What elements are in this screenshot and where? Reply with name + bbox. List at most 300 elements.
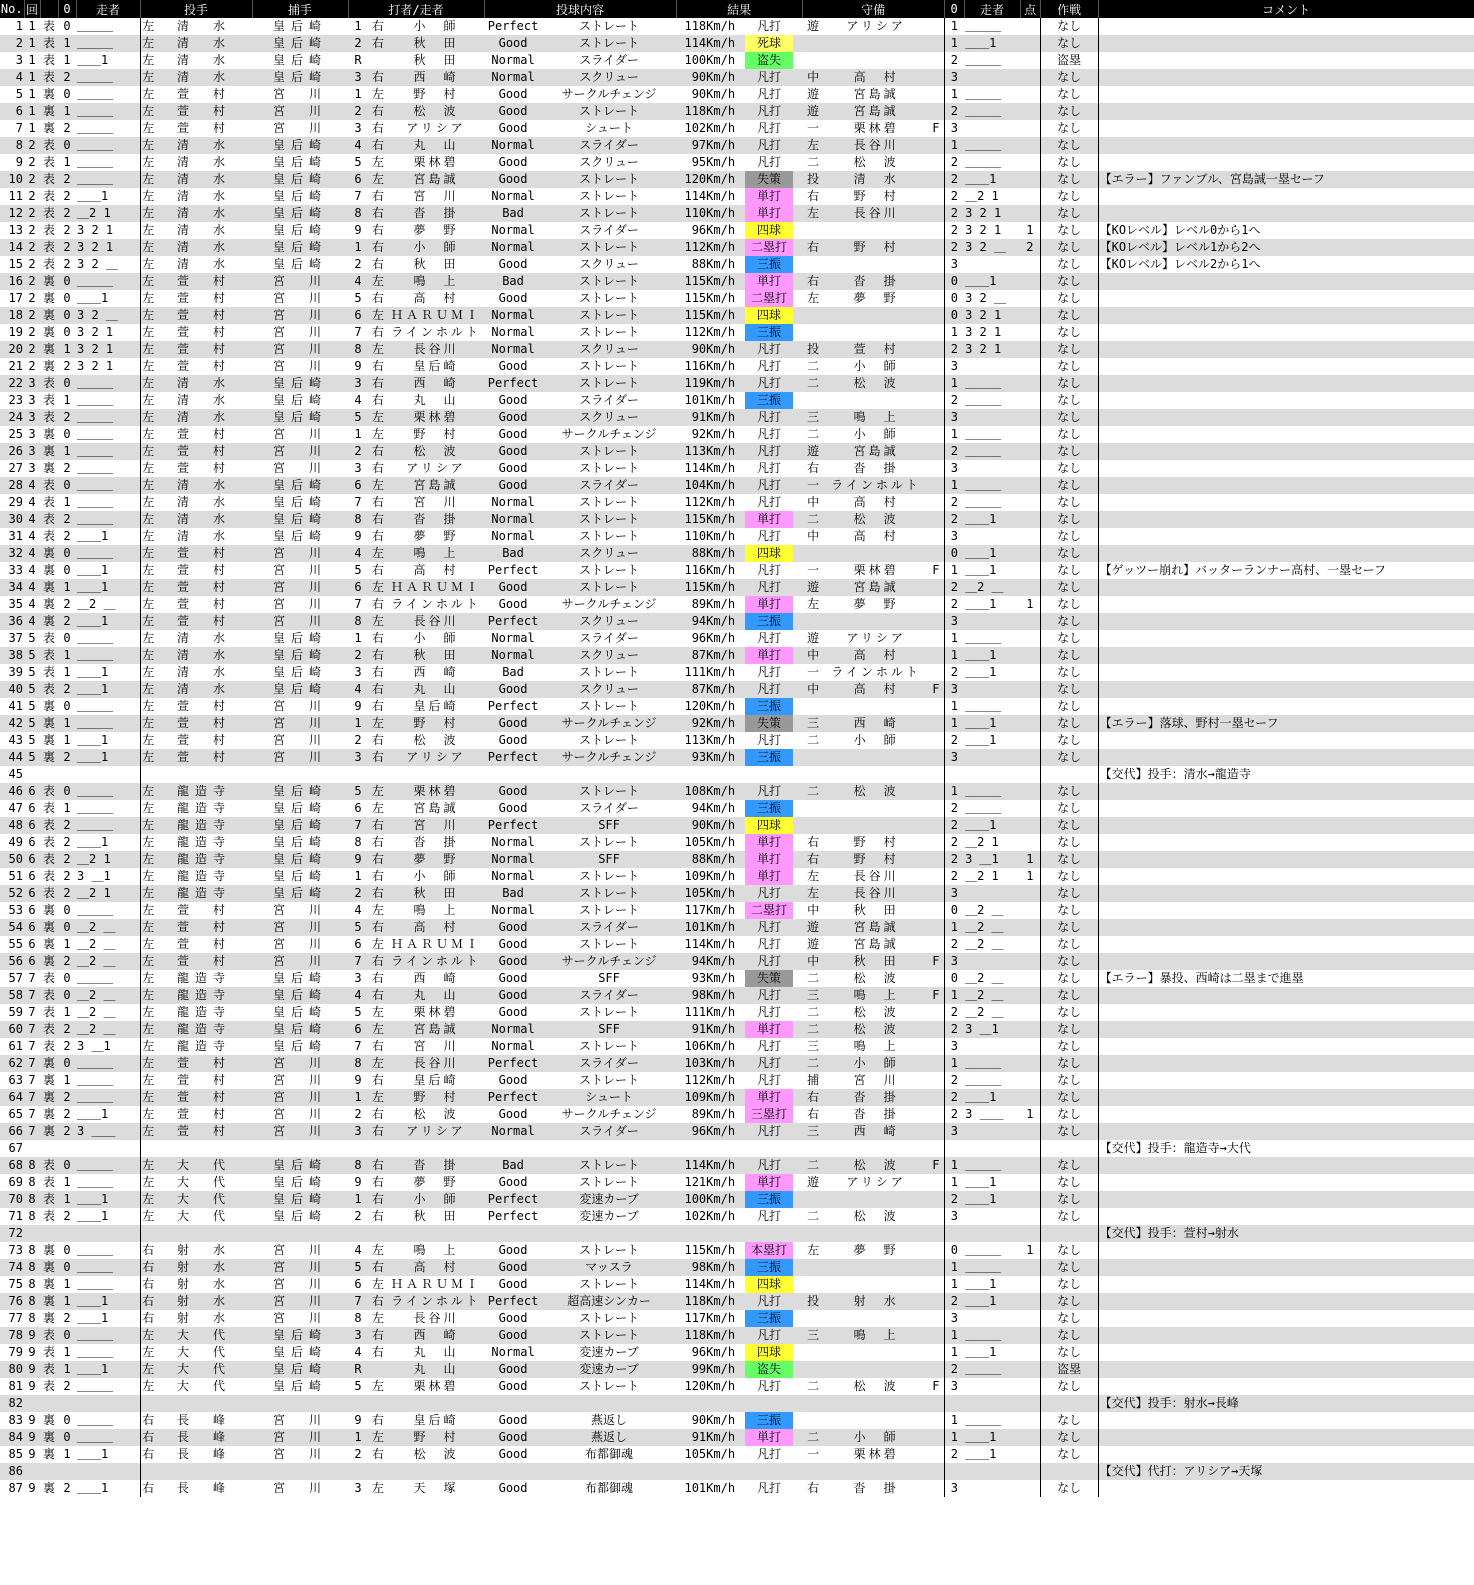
cell-order: 5 <box>348 1259 368 1276</box>
cell-def-pos: 遊 <box>802 86 824 103</box>
cell-hand: 右 <box>140 1293 156 1310</box>
cell-pitch: シュート <box>542 1089 676 1106</box>
cell-runs <box>1020 766 1040 783</box>
cell-hand: 左 <box>140 987 156 1004</box>
cell-order: 6 <box>348 579 368 596</box>
cell-pitcher: 龍造寺 <box>156 885 252 902</box>
result-badge: 三振 <box>745 613 793 630</box>
cell-pitch: ストレート <box>542 1157 676 1174</box>
cell-speed: 119Km/h <box>676 375 736 392</box>
cell-comment <box>1098 358 1474 375</box>
cell-result <box>736 103 802 120</box>
cell-hand: 左 <box>140 1361 156 1378</box>
cell-half: 表 <box>40 154 58 171</box>
cell-fielder: 射 水 <box>824 1293 928 1310</box>
cell-inning: 1 <box>24 18 40 35</box>
cell-comment <box>1098 1242 1474 1259</box>
cell-speed: 101Km/h <box>676 392 736 409</box>
cell-order: 2 <box>348 443 368 460</box>
cell-outs: 0 <box>58 137 76 154</box>
cell-batter: 小 師 <box>388 239 484 256</box>
cell-half: 表 <box>40 1191 58 1208</box>
cell-strategy: なし <box>1040 919 1098 936</box>
cell-half: 表 <box>40 392 58 409</box>
cell-outs-after: 2 <box>944 341 964 358</box>
cell-pitcher: 射 水 <box>156 1310 252 1327</box>
cell-hand: 左 <box>140 426 156 443</box>
cell-half: 表 <box>40 1378 58 1395</box>
cell-speed: 110Km/h <box>676 205 736 222</box>
cell-outs: 2 <box>58 120 76 137</box>
cell-bat-hand: 右 <box>368 647 388 664</box>
cell-inning: 4 <box>24 511 40 528</box>
cell-fielder: 野 村 <box>824 851 928 868</box>
cell-runs <box>1020 715 1040 732</box>
cell-runners-after: ＿＿1 <box>964 1191 1020 1208</box>
cell-speed: 112Km/h <box>676 239 736 256</box>
cell-outs-after: 1 <box>944 1259 964 1276</box>
cell-comment: 【エラー】落球、野村一塁セーフ <box>1098 715 1474 732</box>
cell-speed: 90Km/h <box>676 86 736 103</box>
cell-result <box>736 256 802 273</box>
cell-runners-after: ＿＿＿ <box>964 494 1020 511</box>
table-row <box>0 511 1474 528</box>
cell-runs <box>1020 409 1040 426</box>
cell-outs-after: 3 <box>944 1208 964 1225</box>
cell-quality: Normal <box>484 239 542 256</box>
cell-outs: 2 <box>58 239 76 256</box>
cell-runners: ＿＿＿ <box>76 1276 140 1293</box>
cell-inning: 9 <box>24 1429 40 1446</box>
result-badge: 単打 <box>745 273 793 290</box>
cell-hand: 左 <box>140 443 156 460</box>
cell-pitcher: 射 水 <box>156 1259 252 1276</box>
cell-speed: 115Km/h <box>676 307 736 324</box>
cell-pitch: ストレート <box>542 18 676 35</box>
table-row <box>0 273 1474 290</box>
cell-outs: 2 <box>58 1480 76 1497</box>
cell-pitcher: 清 水 <box>156 154 252 171</box>
cell-batter <box>388 1463 484 1480</box>
table-row <box>0 953 1474 970</box>
cell-catcher: 宮 川 <box>252 1293 348 1310</box>
cell-half <box>40 1140 58 1157</box>
table-row <box>0 664 1474 681</box>
cell-catcher: 宮 川 <box>252 1429 348 1446</box>
cell-pitcher: 萱 村 <box>156 426 252 443</box>
cell-runners-after: ＿＿1 <box>964 1446 1020 1463</box>
cell-fielder <box>824 749 928 766</box>
result-badge: 凡打 <box>757 495 782 509</box>
cell-runs <box>1020 1361 1040 1378</box>
cell-comment <box>1098 443 1474 460</box>
cell-catcher: 宮 川 <box>252 1480 348 1497</box>
cell-runners: ＿＿＿ <box>76 171 140 188</box>
cell-speed: 87Km/h <box>676 681 736 698</box>
cell-result <box>736 1021 802 1038</box>
cell-bat-hand: 右 <box>368 1259 388 1276</box>
cell-order: 3 <box>348 749 368 766</box>
cell-outs: 2 <box>58 1089 76 1106</box>
cell-runs <box>1020 273 1040 290</box>
cell-bat-hand: 左 <box>368 902 388 919</box>
cell-inning: 5 <box>24 681 40 698</box>
cell-half: 表 <box>40 817 58 834</box>
result-badge: 三振 <box>745 800 793 817</box>
cell-runners-after: ＿＿1 <box>964 817 1020 834</box>
cell-outs: 1 <box>58 732 76 749</box>
cell-runs <box>1020 188 1040 205</box>
cell-batter: 西 崎 <box>388 375 484 392</box>
cell-pitch: スクリュー <box>542 154 676 171</box>
cell-batter: 西 崎 <box>388 1327 484 1344</box>
cell-batter: 丸 山 <box>388 987 484 1004</box>
cell-pitcher: 龍造寺 <box>156 970 252 987</box>
cell-order: 6 <box>348 171 368 188</box>
cell-batter: 夢 野 <box>388 528 484 545</box>
cell-hand: 左 <box>140 647 156 664</box>
cell-runs <box>1020 834 1040 851</box>
cell-catcher <box>252 1395 348 1412</box>
cell-half: 表 <box>40 52 58 69</box>
cell-quality: Perfect <box>484 1208 542 1225</box>
cell-strategy: なし <box>1040 1208 1098 1225</box>
cell-foul <box>928 1123 944 1140</box>
cell-quality: Good <box>484 1446 542 1463</box>
cell-foul <box>928 1344 944 1361</box>
cell-runs: 1 <box>1020 1106 1040 1123</box>
cell-pitch: 超高速シンカー <box>542 1293 676 1310</box>
cell-half: 表 <box>40 1038 58 1055</box>
cell-bat-hand: 左 <box>368 1310 388 1327</box>
cell-def-pos: 遊 <box>802 936 824 953</box>
cell-runners-after: 3 2 1 <box>964 205 1020 222</box>
table-row <box>0 834 1474 851</box>
table-row <box>0 698 1474 715</box>
cell-order: 8 <box>348 341 368 358</box>
cell-inning: 7 <box>24 1021 40 1038</box>
cell-pitch: ストレート <box>542 35 676 52</box>
cell-runs <box>1020 341 1040 358</box>
cell-foul <box>928 1480 944 1497</box>
cell-pitch: ストレート <box>542 1242 676 1259</box>
cell-speed: 116Km/h <box>676 562 736 579</box>
header-inning: 回 <box>24 0 40 18</box>
cell-outs-after: 1 <box>944 1344 964 1361</box>
cell-outs-after: 3 <box>944 528 964 545</box>
cell-runners-after <box>964 1463 1020 1480</box>
cell-catcher: 皇后崎 <box>252 222 348 239</box>
cell-quality: Normal <box>484 222 542 239</box>
cell-hand: 左 <box>140 800 156 817</box>
cell-fielder: 小 師 <box>824 1429 928 1446</box>
cell-half: 表 <box>40 1021 58 1038</box>
cell-hand: 左 <box>140 324 156 341</box>
cell-speed: 88Km/h <box>676 545 736 562</box>
cell-foul: F <box>928 1378 944 1395</box>
cell-quality: Good <box>484 1361 542 1378</box>
cell-runs <box>1020 1276 1040 1293</box>
cell-foul <box>928 103 944 120</box>
cell-hand: 左 <box>140 902 156 919</box>
table-row <box>0 868 1474 885</box>
cell-order: 7 <box>348 1038 368 1055</box>
cell-foul <box>928 477 944 494</box>
cell-strategy: なし <box>1040 987 1098 1004</box>
cell-outs: 2 <box>58 188 76 205</box>
cell-pitch: ストレート <box>542 494 676 511</box>
cell-strategy: なし <box>1040 392 1098 409</box>
cell-def-pos <box>802 800 824 817</box>
cell-fielder: 鳴 上 <box>824 409 928 426</box>
cell-inning: 7 <box>24 970 40 987</box>
cell-outs-after: 2 <box>944 443 964 460</box>
cell-pitch: ストレート <box>542 783 676 800</box>
cell-runners-after: 3 2 1 <box>964 307 1020 324</box>
cell-quality: Good <box>484 936 542 953</box>
cell-comment <box>1098 1429 1474 1446</box>
cell-catcher <box>252 1225 348 1242</box>
cell-hand: 右 <box>140 1480 156 1497</box>
cell-runners-after: ＿＿1 <box>964 545 1020 562</box>
cell-order: 9 <box>348 851 368 868</box>
cell-hand: 左 <box>140 919 156 936</box>
cell-outs: 2 <box>58 834 76 851</box>
cell-outs-after <box>944 1395 964 1412</box>
cell-outs-after: 1 <box>944 1276 964 1293</box>
cell-bat-hand: 右 <box>368 562 388 579</box>
cell-pitcher: 萱 村 <box>156 307 252 324</box>
cell-order: 4 <box>348 681 368 698</box>
cell-no: 54 <box>0 919 24 936</box>
cell-order: 2 <box>348 1208 368 1225</box>
cell-runners-after: ＿＿1 <box>964 1276 1020 1293</box>
cell-outs-after <box>944 766 964 783</box>
cell-outs-after: 1 <box>944 783 964 800</box>
cell-speed: 115Km/h <box>676 511 736 528</box>
cell-pitcher: 龍造寺 <box>156 1004 252 1021</box>
cell-quality: Good <box>484 919 542 936</box>
table-row <box>0 1327 1474 1344</box>
cell-outs: 1 <box>58 154 76 171</box>
cell-half: 裏 <box>40 120 58 137</box>
cell-result <box>736 1463 802 1480</box>
cell-pitcher: 萱 村 <box>156 1106 252 1123</box>
cell-def-pos <box>802 766 824 783</box>
cell-comment <box>1098 137 1474 154</box>
cell-batter: 丸 山 <box>388 392 484 409</box>
table-row <box>0 477 1474 494</box>
table-row <box>0 562 1474 579</box>
cell-comment <box>1098 120 1474 137</box>
table-row <box>0 902 1474 919</box>
cell-pitch: スライダー <box>542 1055 676 1072</box>
cell-catcher: 宮 川 <box>252 1259 348 1276</box>
cell-pitcher: 萱 村 <box>156 562 252 579</box>
cell-batter: 秋 田 <box>388 256 484 273</box>
cell-speed: 93Km/h <box>676 749 736 766</box>
cell-runners: ＿＿1 <box>76 188 140 205</box>
cell-runs <box>1020 630 1040 647</box>
cell-foul <box>928 511 944 528</box>
table-row <box>0 596 1474 613</box>
cell-runners: 3 2 1 <box>76 239 140 256</box>
cell-bat-hand: 右 <box>368 817 388 834</box>
cell-bat-hand <box>368 1463 388 1480</box>
table-row <box>0 1055 1474 1072</box>
cell-inning: 3 <box>24 375 40 392</box>
cell-no: 2 <box>0 35 24 52</box>
cell-outs-after: 2 <box>944 392 964 409</box>
table-row <box>0 783 1474 800</box>
cell-hand: 左 <box>140 528 156 545</box>
cell-runners: ＿2 1 <box>76 205 140 222</box>
cell-pitcher: 萱 村 <box>156 698 252 715</box>
table-row <box>0 341 1474 358</box>
cell-pitcher: 清 水 <box>156 664 252 681</box>
cell-no: 59 <box>0 1004 24 1021</box>
cell-result <box>736 392 802 409</box>
cell-quality: Good <box>484 1429 542 1446</box>
cell-outs: 2 <box>58 613 76 630</box>
cell-catcher: 皇后崎 <box>252 511 348 528</box>
cell-speed: 96Km/h <box>676 1344 736 1361</box>
cell-hand: 左 <box>140 1038 156 1055</box>
cell-catcher: 宮 川 <box>252 1055 348 1072</box>
cell-result <box>736 1174 802 1191</box>
cell-runners: ＿＿＿ <box>76 1089 140 1106</box>
cell-fielder <box>824 545 928 562</box>
cell-foul <box>928 1055 944 1072</box>
cell-runners: ＿＿＿ <box>76 1072 140 1089</box>
cell-result <box>736 35 802 52</box>
cell-foul <box>928 630 944 647</box>
cell-def-pos: 左 <box>802 596 824 613</box>
cell-half: 表 <box>40 1208 58 1225</box>
cell-pitch: スクリュー <box>542 647 676 664</box>
cell-inning: 5 <box>24 647 40 664</box>
cell-runners-after: ＿＿1 <box>964 732 1020 749</box>
cell-catcher: 皇后崎 <box>252 987 348 1004</box>
cell-foul <box>928 664 944 681</box>
cell-runners-after: ＿＿1 <box>964 171 1020 188</box>
cell-batter: 宮島誠 <box>388 800 484 817</box>
cell-batter: ラインホルト <box>388 953 484 970</box>
cell-outs-after: 1 <box>944 86 964 103</box>
cell-pitch <box>542 1140 676 1157</box>
cell-inning: 8 <box>24 1242 40 1259</box>
cell-no: 19 <box>0 324 24 341</box>
table-row <box>0 732 1474 749</box>
cell-quality: Normal <box>484 511 542 528</box>
result-badge: 失策 <box>745 970 793 987</box>
cell-catcher <box>252 1140 348 1157</box>
cell-comment <box>1098 698 1474 715</box>
cell-foul <box>928 273 944 290</box>
cell-pitch: スライダー <box>542 630 676 647</box>
cell-pitch: ストレート <box>542 1276 676 1293</box>
cell-def-pos: 投 <box>802 171 824 188</box>
cell-batter: 秋 田 <box>388 647 484 664</box>
cell-runs: 2 <box>1020 239 1040 256</box>
cell-no: 33 <box>0 562 24 579</box>
cell-bat-hand: 左 <box>368 409 388 426</box>
cell-foul <box>928 851 944 868</box>
cell-outs-after: 3 <box>944 749 964 766</box>
cell-outs <box>58 766 76 783</box>
cell-comment <box>1098 596 1474 613</box>
cell-def-pos: 二 <box>802 732 824 749</box>
cell-strategy: なし <box>1040 1344 1098 1361</box>
cell-order: 6 <box>348 1021 368 1038</box>
cell-result <box>736 834 802 851</box>
cell-def-pos: 投 <box>802 1293 824 1310</box>
cell-quality: Good <box>484 1106 542 1123</box>
cell-speed: 112Km/h <box>676 324 736 341</box>
cell-no: 83 <box>0 1412 24 1429</box>
cell-foul <box>928 613 944 630</box>
cell-bat-hand: 右 <box>368 987 388 1004</box>
cell-outs-after: 2 <box>944 1072 964 1089</box>
cell-no: 26 <box>0 443 24 460</box>
cell-fielder <box>824 324 928 341</box>
cell-half: 裏 <box>40 749 58 766</box>
cell-strategy: 盗塁 <box>1040 52 1098 69</box>
cell-result <box>736 1140 802 1157</box>
cell-pitcher: 萱 村 <box>156 749 252 766</box>
cell-batter: 秋 田 <box>388 1208 484 1225</box>
cell-half: 表 <box>40 1361 58 1378</box>
table-row <box>0 1276 1474 1293</box>
cell-half: 表 <box>40 868 58 885</box>
cell-hand: 左 <box>140 1123 156 1140</box>
cell-def-pos: 二 <box>802 970 824 987</box>
cell-inning: 2 <box>24 188 40 205</box>
cell-foul <box>928 800 944 817</box>
cell-runs <box>1020 1310 1040 1327</box>
cell-batter: 宮島誠 <box>388 477 484 494</box>
cell-foul: F <box>928 1157 944 1174</box>
cell-foul <box>928 1327 944 1344</box>
cell-outs-after: 2 <box>944 1446 964 1463</box>
cell-outs: 2 <box>58 1021 76 1038</box>
cell-strategy: なし <box>1040 596 1098 613</box>
result-badge: 単打 <box>745 596 793 613</box>
header-pitcher: 投手 <box>140 0 252 18</box>
cell-speed: 112Km/h <box>676 1072 736 1089</box>
cell-fielder: 松 波 <box>824 375 928 392</box>
cell-batter: 沓 掛 <box>388 205 484 222</box>
cell-no: 3 <box>0 52 24 69</box>
cell-def-pos: 右 <box>802 851 824 868</box>
cell-runs <box>1020 953 1040 970</box>
result-badge: 凡打 <box>757 19 782 33</box>
cell-comment <box>1098 1072 1474 1089</box>
cell-speed: 102Km/h <box>676 1208 736 1225</box>
cell-def-pos: 二 <box>802 358 824 375</box>
cell-catcher: 宮 川 <box>252 1242 348 1259</box>
cell-no: 45 <box>0 766 24 783</box>
cell-strategy: なし <box>1040 171 1098 188</box>
result-badge: 凡打 <box>757 631 782 645</box>
cell-order: 7 <box>348 324 368 341</box>
result-badge: 凡打 <box>757 1158 782 1172</box>
cell-order: 7 <box>348 1293 368 1310</box>
cell-runs: 1 <box>1020 222 1040 239</box>
cell-runners: ＿＿＿ <box>76 375 140 392</box>
cell-half: 裏 <box>40 273 58 290</box>
cell-half: 表 <box>40 1157 58 1174</box>
